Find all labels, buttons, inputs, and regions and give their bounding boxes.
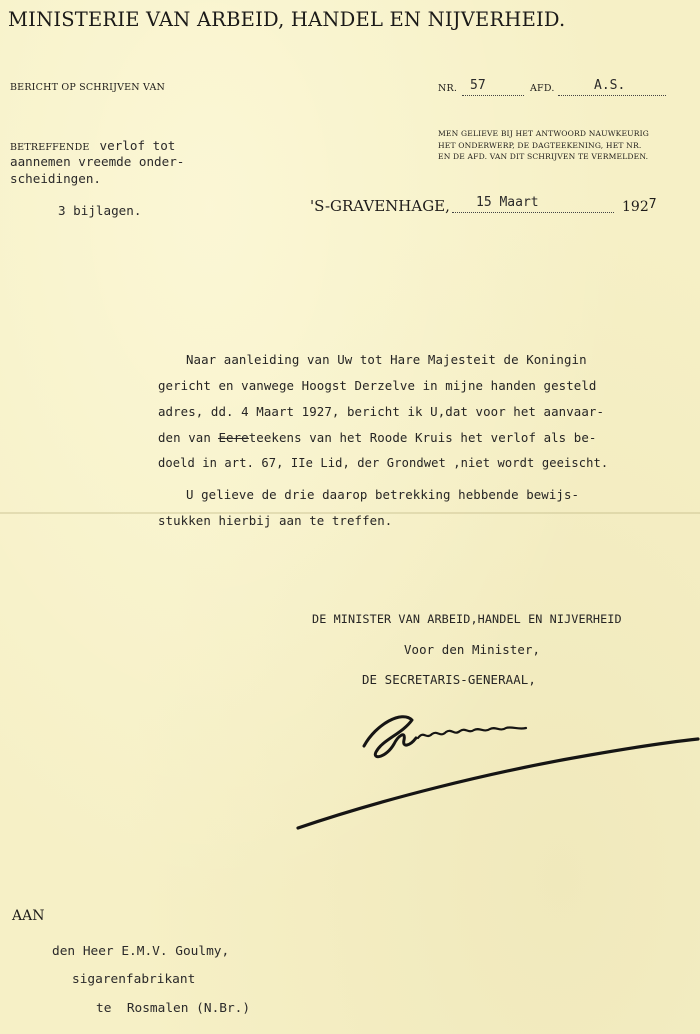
address-aan: AAN — [12, 908, 45, 924]
address-line-3: te Rosmalen (N.Br.) — [96, 1001, 251, 1016]
reply-instructions — [438, 128, 649, 163]
dateline-place: 'S-GRAVENHAGE, — [310, 197, 450, 215]
closing-line-2: Voor den Minister, — [404, 642, 541, 657]
ministry-title: MINISTERIE VAN ARBEID, HANDEL EN NIJVERHEID. — [8, 8, 566, 31]
body-line-6: U gelieve de drie daarop betrekking hebbende bewijs- — [186, 487, 580, 502]
year-prefix: 192 — [622, 199, 649, 215]
handwritten-signature — [290, 700, 700, 835]
nr-dotted-line — [462, 95, 524, 96]
body-line-1: Naar aanleiding van Uw tot Hare Majesteit de Koningin — [186, 352, 587, 367]
instruction-line: MEN GELIEVE BIJ HET ANTWOORD NAUWKEURIG — [438, 129, 649, 138]
afd-value: A.S. — [594, 78, 626, 93]
body-line-2: gericht en vanwege Hoogst Derzelve in mijne handen gesteld — [158, 378, 597, 393]
nr-value: 57 — [470, 78, 486, 93]
subject-label: BETREFFENDE — [10, 142, 90, 153]
subject-line-1: verlof tot — [99, 138, 176, 153]
year-suffix: 7 — [648, 197, 657, 212]
body-line-4-pre: den van — [158, 430, 219, 445]
dateline-year — [622, 199, 657, 215]
subject-line-2: aannemen vreemde onder- — [10, 154, 185, 169]
struck-word: Eere — [218, 430, 249, 445]
closing-line-3: DE SECRETARIS-GENERAAL, — [362, 672, 536, 687]
body-line-4 — [158, 430, 597, 445]
address-line-2: sigarenfabrikant — [72, 972, 196, 987]
afd-dotted-line — [558, 95, 666, 96]
date-dotted-line — [452, 212, 614, 213]
subject-block — [10, 137, 175, 155]
instruction-line: EN DE AFD. VAN DIT SCHRIJVEN TE VERMELDEN. — [438, 152, 649, 161]
attachments-note: 3 bijlagen. — [58, 203, 142, 218]
reply-label: BERICHT OP SCHRIJVEN VAN — [10, 82, 166, 93]
address-line-1: den Heer E.M.V. Goulmy, — [52, 944, 230, 959]
subject-line-3: scheidingen. — [10, 171, 101, 186]
body-line-5: doeld in art. 67, IIe Lid, der Grondwet ,niet wordt geeischt. — [158, 456, 609, 470]
body-line-7: stukken hierbij aan te treffen. — [158, 513, 393, 528]
closing-line-1: DE MINISTER VAN ARBEID,HANDEL EN NIJVERHEID — [312, 612, 622, 626]
body-line-3: adres, dd. 4 Maart 1927, bericht ik U,dat voor het aanvaar- — [158, 404, 605, 419]
body-line-4-post: teekens van het Roode Kruis het verlof als be- — [248, 430, 597, 445]
dateline-day-month: 15 Maart — [476, 195, 539, 210]
instruction-line: HET ONDERWERP, DE DAGTEEKENING, HET NR. — [438, 140, 642, 150]
nr-label: NR. — [438, 83, 458, 94]
afd-label: AFD. — [530, 83, 555, 94]
